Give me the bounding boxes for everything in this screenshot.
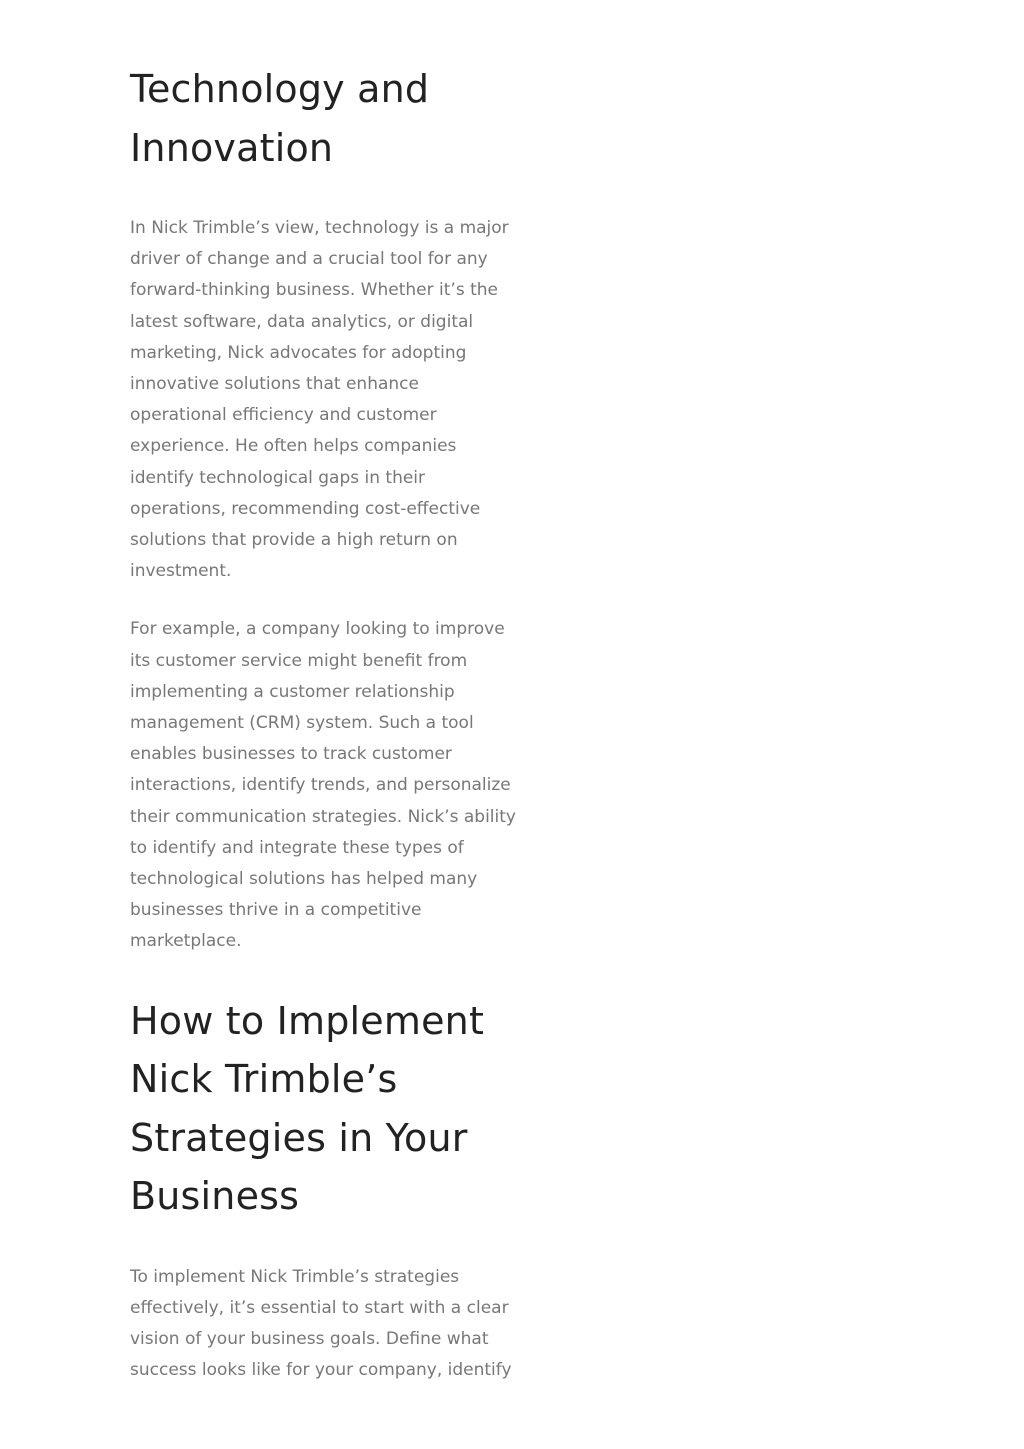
text-line: businesses thrive in a competitive [130,900,422,921]
text-line: operational efficiency and customer [130,405,437,426]
text-line: investment. [130,561,232,582]
text-line: To implement Nick Trimble’s strategies [130,1266,460,1287]
text-line: innovative solutions that enhance [130,374,419,395]
text-line: to identify and integrate these types of [130,837,464,858]
text-line: interactions, identify trends, and personalize [130,775,511,796]
text-line: solutions that provide a high return on [130,530,458,551]
text-line: effectively, it’s essential to start with a clear [130,1297,509,1318]
heading-line: Nick Trimble’s [130,1057,398,1102]
section-heading-how-to-implement [130,992,525,1226]
text-line: driver of change and a crucial tool for any [130,249,488,270]
paragraph-crm-example [130,614,525,957]
text-line: latest software, data analytics, or digital [130,311,474,332]
heading-line: Business [130,1174,300,1219]
text-line: enables businesses to track customer [130,744,452,765]
text-line: For example, a company looking to improve [130,619,505,640]
text-line: their communication strategies. Nick’s ability [130,806,516,827]
text-line: implementing a customer relationship [130,681,455,702]
text-line: In Nick Trimble’s view, technology is a major [130,218,509,238]
text-line: management (CRM) system. Such a tool [130,713,474,734]
text-line: forward-thinking business. Whether it’s the [130,280,498,301]
text-line: marketing, Nick advocates for adopting [130,342,467,363]
text-line: vision of your business goals. Define what [130,1329,489,1350]
section-heading-technology-and-innovation [130,60,525,177]
heading-line: Innovation [130,125,334,170]
heading-line: Technology and [130,67,430,111]
text-line: success looks like for your company, identify [130,1360,512,1381]
paragraph-implement-strategies [130,1262,525,1387]
heading-line: Strategies in Your [130,1115,468,1160]
text-line: identify technological gaps in their [130,467,426,488]
heading-line: How to Implement [130,998,485,1043]
text-line: technological solutions has helped many [130,869,478,890]
text-line: operations, recommending cost-effective [130,498,481,519]
text-line: experience. He often helps companies [130,436,457,457]
text-line: marketplace. [130,931,242,952]
paragraph-technology-view [130,213,525,587]
article-content [130,60,525,1386]
text-line: its customer service might benefit from [130,650,468,671]
